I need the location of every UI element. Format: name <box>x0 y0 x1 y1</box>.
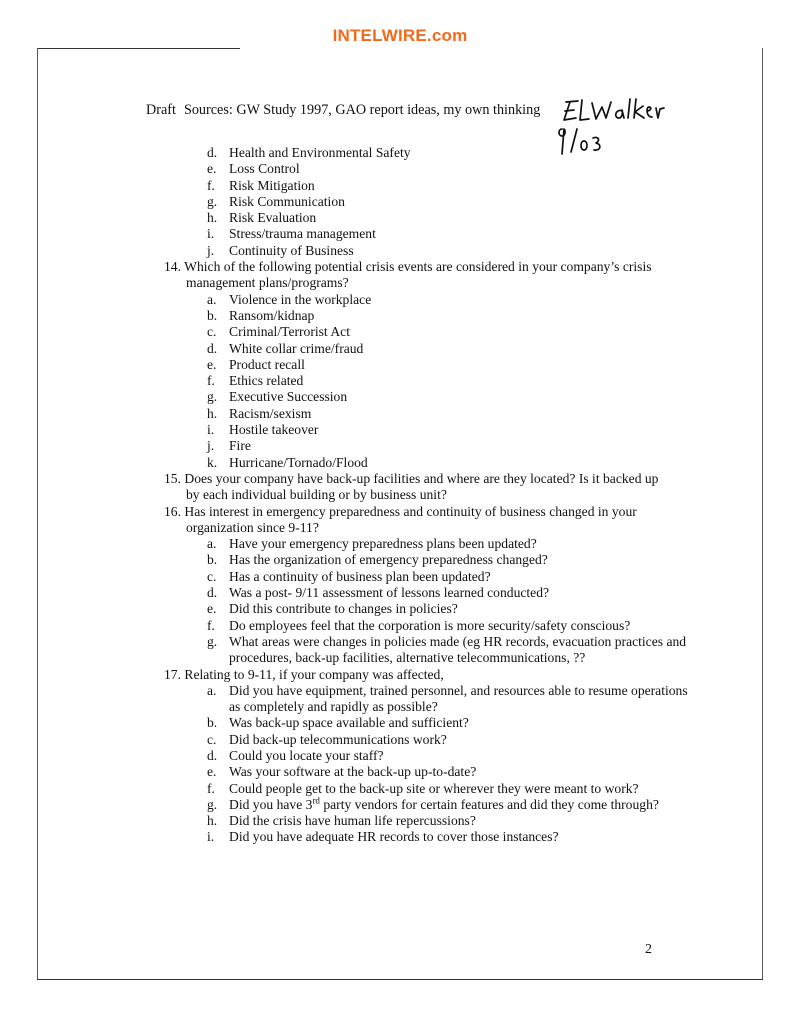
list-item: c. Has a continuity of business plan been updated? <box>207 568 491 584</box>
frame-rule-bottom <box>37 979 763 980</box>
list-item: g. Executive Succession <box>207 389 348 405</box>
draft-header <box>146 102 540 119</box>
list-13-continued <box>0 145 800 259</box>
list-item: f. Ethics related <box>207 373 304 389</box>
list-item: k. Hurricane/Tornado/Flood <box>207 454 368 470</box>
list-item: c. Did back-up telecommunications work? <box>207 731 447 747</box>
question-list <box>0 145 800 846</box>
list-item: a. Violence in the workplace <box>207 291 372 307</box>
list-item: j. Fire <box>207 438 251 454</box>
question-16-options <box>0 536 800 666</box>
list-item: b. Ransom/kidnap <box>207 307 315 323</box>
list-item: h. Did the crisis have human life repercussions? <box>207 813 476 829</box>
list-item: e. Loss Control <box>207 161 300 177</box>
list-item: e. Did this contribute to changes in policies? <box>207 601 458 617</box>
list-item: i. Hostile takeover <box>207 422 319 438</box>
question-16: 16. Has interest in emergency preparedness and continuity of business changed in your organization since 9-11? <box>164 503 637 535</box>
site-banner: INTELWIRE.com <box>332 26 468 45</box>
list-item: i. Stress/trauma management <box>207 226 376 242</box>
list-item: b. Was back-up space available and sufficient? <box>207 715 469 731</box>
list-item: c. Criminal/Terrorist Act <box>207 324 350 340</box>
question-14: 14. Which of the following potential crisis events are considered in your company’s crisis management plans/programs? <box>164 259 652 291</box>
question-14-options <box>0 292 800 471</box>
list-item: g. Did you have 3rd party vendors for certain features and did they come through? <box>207 795 659 812</box>
draft-label: Draft <box>146 102 176 118</box>
list-item: d. White collar crime/fraud <box>207 340 364 356</box>
list-item: d. Could you locate your staff? <box>207 747 384 763</box>
frame-rule-top <box>37 48 240 49</box>
list-item: j. Continuity of Business <box>207 242 354 258</box>
question-17: 17. Relating to 9-11, if your company was affected, <box>164 666 444 682</box>
list-item: f. Could people get to the back-up site or wherever they were meant to work? <box>207 780 639 796</box>
list-item: h. Racism/sexism <box>207 405 312 421</box>
list-item: f. Risk Mitigation <box>207 177 315 193</box>
list-item: g. What areas were changes in policies made (eg HR records, evacuation practices and procedures, back-up facilities, alternative telecommunications, ?? <box>207 633 687 666</box>
list-item: e. Was your software at the back-up up-to-date? <box>207 764 477 780</box>
list-item: g. Risk Communication <box>207 193 345 209</box>
list-item: b. Has the organization of emergency preparedness changed? <box>207 552 548 568</box>
sources-line: Sources: GW Study 1997, GAO report ideas, my own thinking <box>183 102 541 118</box>
question-17-options <box>0 683 800 846</box>
list-item: f. Do employees feel that the corporation is more security/safety conscious? <box>207 617 631 633</box>
question-15: 15. Does your company have back-up facilities and where are they located? Is it backed up by each individual building or by business unit? <box>164 470 659 503</box>
list-item: i. Did you have adequate HR records to cover those instances? <box>207 829 559 845</box>
page-number: 2 <box>645 942 652 957</box>
list-item: d. Health and Environmental Safety <box>207 145 411 160</box>
list-item: a. Have your emergency preparedness plans been updated? <box>207 536 537 552</box>
list-item: e. Product recall <box>207 356 305 372</box>
list-item: h. Risk Evaluation <box>207 210 317 226</box>
list-item: a. Did you have equipment, trained personnel, and resources able to resume operations as completely and rapidly as possible? <box>207 682 688 715</box>
list-item: d. Was a post- 9/11 assessment of lessons learned conducted? <box>207 585 550 601</box>
